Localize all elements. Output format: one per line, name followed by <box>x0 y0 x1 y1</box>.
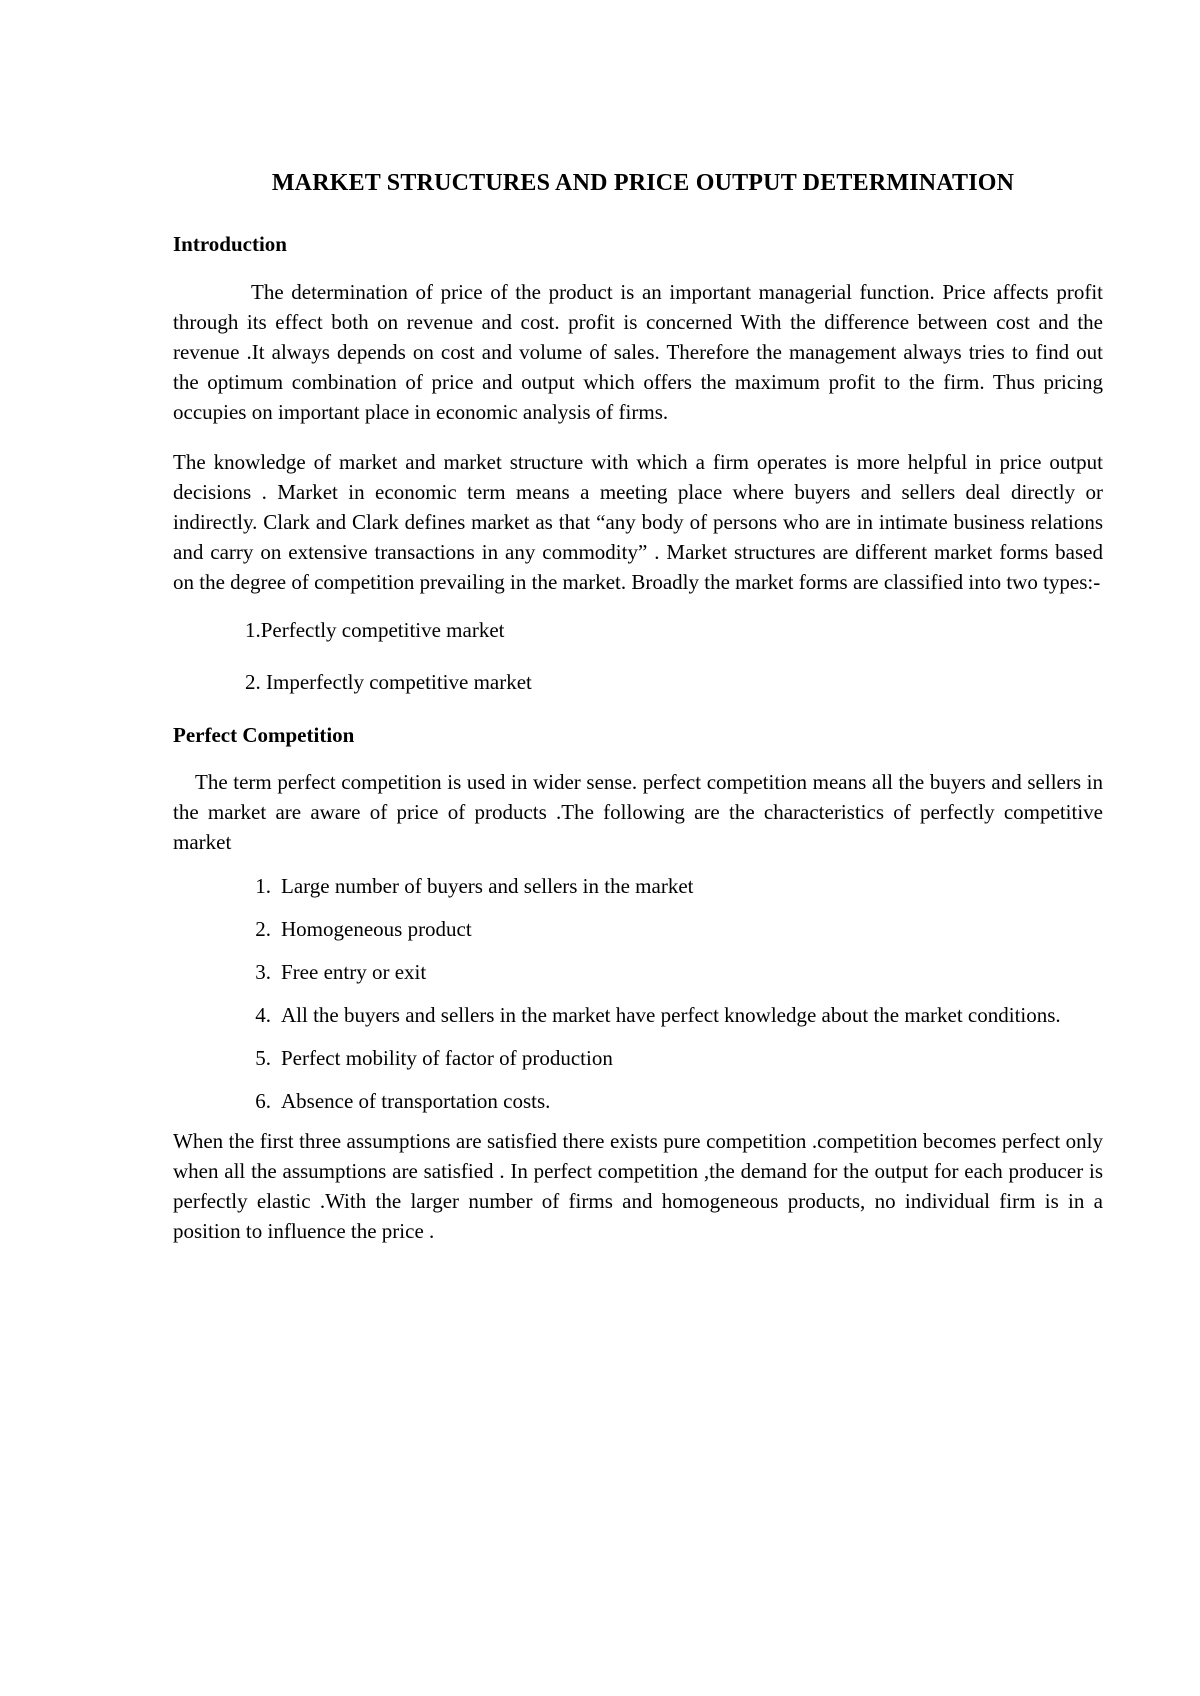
introduction-paragraph-1: The determination of price of the product is an important managerial function. Price affects profit through its effect both on revenue and cost. profit is concerned With the difference between cost and the revenue .It always depends on cost and volume of sales. Therefore the management always tries to find out the optimum combination of price and output which offers the maximum profit to the firm. Thus pricing occupies on important place in economic analysis of firms. <box>173 280 1103 424</box>
section-heading-introduction: Introduction <box>173 232 287 256</box>
perfect-competition-paragraph-2: When the first three assumptions are satisfied there exists pure competition .competition becomes perfect only when all the assumptions are satisfied . In perfect competition ,the demand for the output for each producer is perfectly elastic .With the larger number of firms and homogeneous products, no individual firm is in a position to influence the price . <box>173 1129 1103 1243</box>
list-item <box>173 871 1103 901</box>
list-item <box>173 1000 1103 1030</box>
list-item-text: Free entry or exit <box>281 960 427 984</box>
introduction-paragraph-2: The knowledge of market and market structure with which a firm operates is more helpful in price output decisions . Market in economic term means a meeting place where buyers and sellers deal directly or indirectly. Clark and Clark defines market as that “any body of persons who are in intimate business relations and carry on extensive transactions in any commodity” . Market structures are different market forms based on the degree of competition prevailing in the market. Broadly the market forms are classified into two types:- <box>173 450 1103 594</box>
list-item <box>173 914 1103 944</box>
document-title: MARKET STRUCTURES AND PRICE OUTPUT DETERMINATION <box>271 170 1015 196</box>
market-types-list <box>173 615 1103 697</box>
list-item-text: Perfect mobility of factor of production <box>281 1046 613 1070</box>
characteristics-list <box>173 871 1103 1116</box>
list-item-number: 6. <box>255 1089 271 1113</box>
section-heading-perfect-competition: Perfect Competition <box>173 723 355 747</box>
list-item-text: Large number of buyers and sellers in the market <box>281 874 694 898</box>
list-item <box>173 1086 1103 1116</box>
list-item <box>173 957 1103 987</box>
list-item-number: 3. <box>255 960 271 984</box>
list-item-text: All the buyers and sellers in the market have perfect knowledge about the market conditions. <box>281 1003 1061 1027</box>
list-item-text: Absence of transportation costs. <box>281 1089 551 1113</box>
list-item-number: 5. <box>255 1046 271 1070</box>
list-item-number: 4. <box>255 1003 271 1027</box>
document-page <box>173 168 1103 1246</box>
list-item-text: Homogeneous product <box>281 917 472 941</box>
list-item-number: 2. <box>255 917 271 941</box>
perfect-competition-paragraph-1: The term perfect competition is used in wider sense. perfect competition means all the buyers and sellers in the market are aware of price of products .The following are the characteristics of perfectly competitive market <box>173 770 1103 854</box>
list-item <box>173 1043 1103 1073</box>
list-item: 1.Perfectly competitive market <box>245 618 505 642</box>
list-item-number: 1. <box>255 874 271 898</box>
list-item: 2. Imperfectly competitive market <box>245 670 532 694</box>
